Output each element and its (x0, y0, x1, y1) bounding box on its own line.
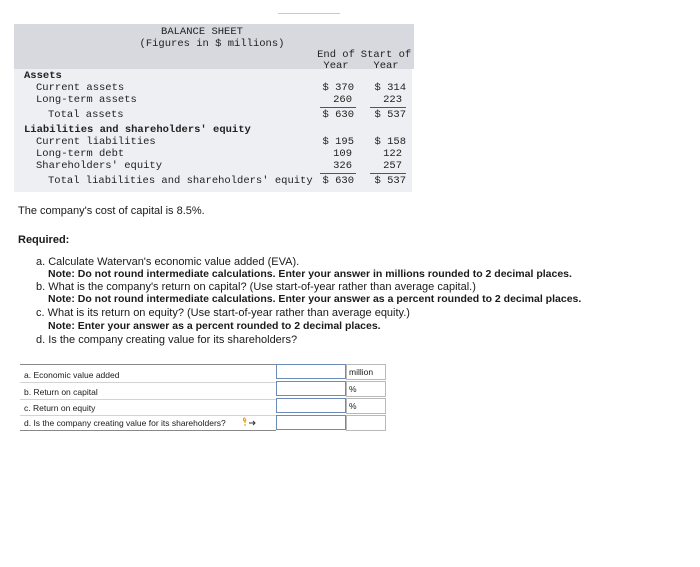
balance-sheet-subtitle: (Figures in $ millions) (139, 38, 285, 50)
question-c-note: Note: Enter your answer as a percent rounded to 2 decimal places. (48, 320, 381, 332)
eva-input[interactable] (276, 364, 346, 379)
liab-underline-end (320, 173, 356, 174)
eva-unit: million (346, 364, 386, 380)
liabilities-heading: Liabilities and shareholders' equity (24, 124, 251, 136)
long-term-debt-label: Long-term debt (36, 148, 125, 160)
col-start-line2: Year (373, 60, 399, 72)
return-on-capital-unit: % (346, 381, 386, 397)
cost-of-capital-text: The company's cost of capital is 8.5%. (18, 205, 205, 217)
question-c: c. What is its return on equity? (Use start-of-year rather than average equity.) (36, 307, 410, 319)
long-term-assets-start: 223 (383, 94, 402, 106)
shareholders-equity-start: 257 (383, 160, 402, 172)
long-term-assets-label: Long-term assets (36, 94, 137, 106)
total-liab-equity-end: $ 630 (322, 175, 354, 187)
creating-value-input[interactable] (276, 415, 346, 430)
assets-underline-end (320, 107, 356, 108)
long-term-debt-start: 122 (383, 148, 402, 160)
shareholders-equity-label: Shareholders' equity (36, 160, 163, 172)
top-divider (278, 13, 340, 14)
current-liabilities-start: $ 158 (374, 136, 406, 148)
current-assets-end: $ 370 (322, 82, 354, 94)
assets-heading: Assets (24, 70, 62, 82)
return-on-equity-input[interactable] (276, 398, 346, 413)
answer-row-d: d. Is the company creating value for its shareholders? (24, 418, 226, 428)
question-d: d. Is the company creating value for its shareholders? (36, 334, 298, 346)
total-liab-equity-label: Total liabilities and shareholders' equity (48, 175, 313, 187)
answer-table (20, 364, 386, 432)
current-liabilities-label: Current liabilities (36, 136, 156, 148)
total-assets-start: $ 537 (374, 109, 406, 121)
liab-underline-start (370, 173, 406, 174)
required-heading: Required: (18, 234, 70, 246)
shareholders-equity-end: 326 (333, 160, 352, 172)
col-start-line1: Start of (360, 49, 412, 61)
question-a: a. Calculate Watervan's economic value added (EVA). (36, 256, 300, 268)
current-assets-label: Current assets (36, 82, 125, 94)
return-on-equity-unit: % (346, 398, 386, 414)
return-on-capital-input[interactable] (276, 381, 346, 396)
total-assets-label: Total assets (48, 109, 124, 121)
question-a-note: Note: Do not round intermediate calculations. Enter your answer in millions rounded to 2 decimal places. (48, 268, 572, 280)
question-b: b. What is the company's return on capital? (Use start-of-year rather than average capital.) (36, 281, 476, 293)
balance-sheet-title: BALANCE SHEET (161, 26, 243, 38)
help-hand-icon (242, 417, 258, 429)
answer-row-c: c. Return on equity (20, 400, 276, 416)
answer-row-a: a. Economic value added (20, 367, 276, 383)
total-liab-equity-start: $ 537 (374, 175, 406, 187)
col-end-line1: End of (317, 49, 355, 61)
answer-row-b: b. Return on capital (20, 384, 276, 400)
long-term-debt-end: 109 (333, 148, 352, 160)
question-b-note: Note: Do not round intermediate calculations. Enter your answer as a percent rounded to 2 decimal places. (48, 293, 582, 305)
long-term-assets-end: 260 (333, 94, 352, 106)
current-liabilities-end: $ 195 (322, 136, 354, 148)
total-assets-end: $ 630 (322, 109, 354, 121)
creating-value-unit (346, 415, 386, 431)
assets-underline-start (370, 107, 406, 108)
balance-sheet (14, 24, 414, 192)
col-end-line2: Year (323, 60, 349, 72)
current-assets-start: $ 314 (374, 82, 406, 94)
